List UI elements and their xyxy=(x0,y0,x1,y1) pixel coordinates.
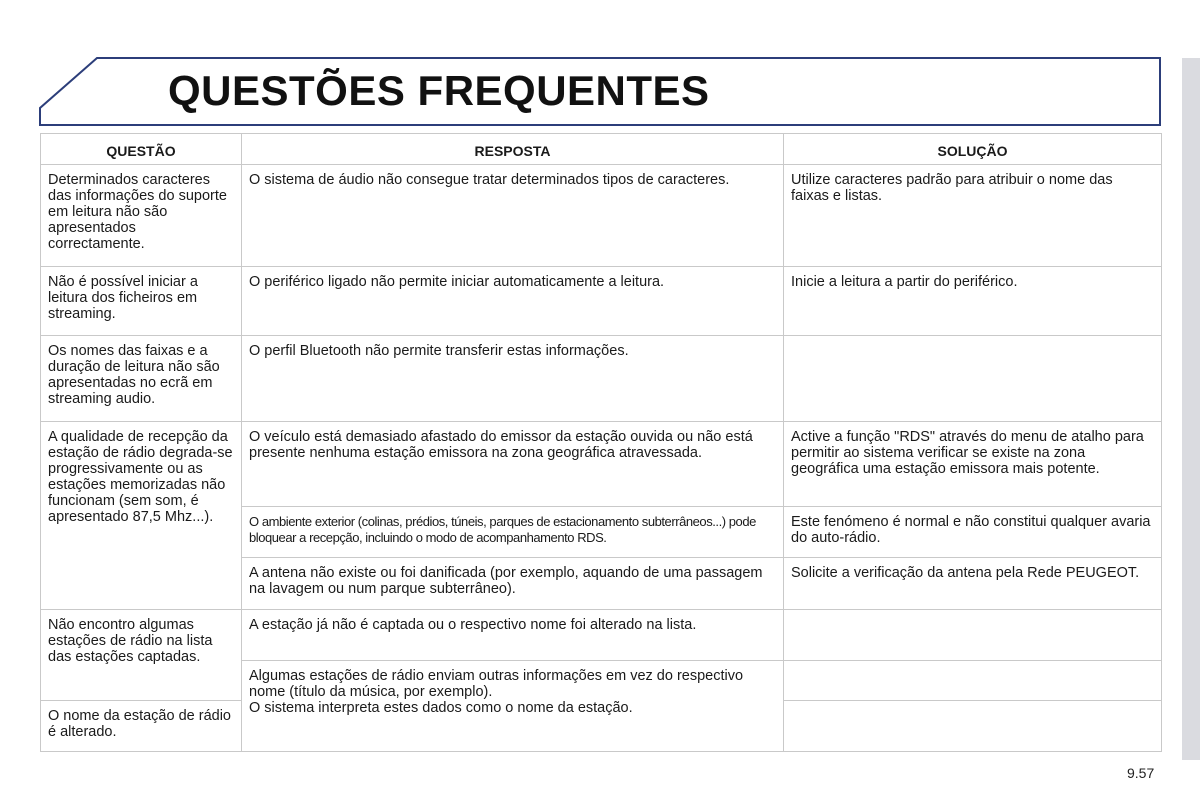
answer-cell: O veículo está demasiado afastado do emissor da estação ouvida ou não está presente nenhuma estação emissora na zona geográfica atravessada. xyxy=(242,422,784,507)
question-cell: A qualidade de recepção da estação de rádio degrada-se progressivamente ou as estações memorizadas não funcionam (sem som, é apresentado 87,5 Mhz...). xyxy=(41,422,242,610)
answer-line: O sistema interpreta estes dados como o nome da estação. xyxy=(249,700,633,716)
answer-cell: A estação já não é captada ou o respectivo nome foi alterado na lista. xyxy=(242,610,784,661)
question-cell: Determinados caracteres das informações do suporte em leitura não são apresentados correctamente. xyxy=(41,165,242,267)
table-row xyxy=(41,422,1162,507)
table-row xyxy=(41,267,1162,336)
solution-cell xyxy=(784,610,1162,661)
solution-cell: Utilize caracteres padrão para atribuir o nome das faixas e listas. xyxy=(784,165,1162,267)
solution-cell: Active a função "RDS" através do menu de atalho para permitir ao sistema verificar se existe na zona geográfica uma estação emissora mais potente. xyxy=(784,422,1162,507)
solution-cell xyxy=(784,661,1162,701)
table-row xyxy=(41,165,1162,267)
question-cell: O nome da estação de rádio é alterado. xyxy=(41,701,242,752)
solution-cell xyxy=(784,701,1162,752)
side-strip xyxy=(1182,58,1200,760)
faq-table xyxy=(40,133,1162,752)
header-solucao: SOLUÇÃO xyxy=(784,134,1162,165)
solution-cell: Inicie a leitura a partir do periférico. xyxy=(784,267,1162,336)
question-cell: Não é possível iniciar a leitura dos ficheiros em streaming. xyxy=(41,267,242,336)
answer-cell: O periférico ligado não permite iniciar automaticamente a leitura. xyxy=(242,267,784,336)
answer-cell: O ambiente exterior (colinas, prédios, túneis, parques de estacionamento subterrâneos...) pode bloquear a recepção, incluindo o modo de acompanhamento RDS. xyxy=(242,507,784,558)
question-cell: Os nomes das faixas e a duração de leitura não são apresentadas no ecrã em streaming audio. xyxy=(41,336,242,422)
solution-cell: Este fenómeno é normal e não constitui qualquer avaria do auto-rádio. xyxy=(784,507,1162,558)
answer-cell: A antena não existe ou foi danificada (por exemplo, aquando de uma passagem na lavagem ou num parque subterrâneo). xyxy=(242,558,784,610)
page-number: 9.57 xyxy=(1127,765,1155,781)
page-title: QUESTÕES FREQUENTES xyxy=(168,67,710,114)
answer-cell: O perfil Bluetooth não permite transferir estas informações. xyxy=(242,336,784,422)
header-resposta: RESPOSTA xyxy=(242,134,784,165)
answer-line: Algumas estações de rádio enviam outras informações em vez do respectivo nome (título da música, por exemplo). xyxy=(249,668,744,700)
solution-cell: Solicite a verificação da antena pela Rede PEUGEOT. xyxy=(784,558,1162,610)
table-row xyxy=(41,336,1162,422)
table-header-row xyxy=(41,134,1162,165)
table-row xyxy=(41,610,1162,661)
answer-cell: O sistema de áudio não consegue tratar determinados tipos de caracteres. xyxy=(242,165,784,267)
question-cell: Não encontro algumas estações de rádio na lista das estações captadas. xyxy=(41,610,242,701)
solution-cell xyxy=(784,336,1162,422)
answer-cell xyxy=(242,661,784,752)
header-questao: QUESTÃO xyxy=(41,134,242,165)
